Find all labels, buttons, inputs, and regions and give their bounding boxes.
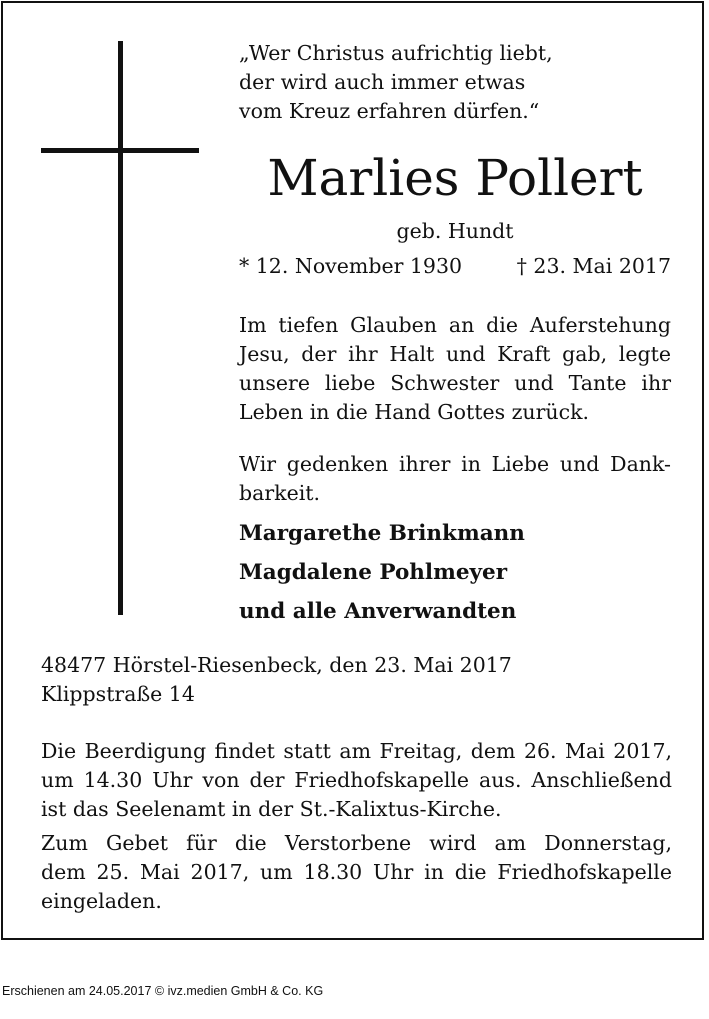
address-block bbox=[41, 651, 661, 709]
paragraph-line: um 14.30 Uhr von der Friedhofskapelle aus. Anschließend bbox=[41, 768, 672, 792]
paragraph-line: barkeit. bbox=[239, 481, 321, 505]
paragraph-line: ist das Seelenamt in der St.-Kalixtus-Kirche. bbox=[41, 797, 502, 821]
paragraph-line: Im tiefen Glauben an die Auferstehung bbox=[239, 313, 671, 337]
quote bbox=[239, 39, 599, 126]
paragraph-line: Leben in die Hand Gottes zurück. bbox=[239, 400, 590, 424]
cross-vertical-bar bbox=[118, 41, 123, 615]
signers bbox=[239, 514, 671, 631]
place-and-date: 48477 Hörstel-Riesenbeck, den 23. Mai 2017 bbox=[41, 653, 512, 677]
paragraph-line: Jesu, der ihr Halt und Kraft gab, legte bbox=[239, 342, 671, 366]
quote-line: „Wer Christus aufrichtig liebt, bbox=[239, 41, 553, 65]
signer-name: und alle Anverwandten bbox=[239, 599, 517, 624]
signer-name: Magdalene Pohlmeyer bbox=[239, 560, 508, 585]
prayer-paragraph bbox=[41, 829, 672, 916]
life-dates bbox=[239, 252, 671, 280]
faith-paragraph bbox=[239, 311, 671, 427]
quote-line: vom Kreuz erfahren dürfen.“ bbox=[239, 99, 540, 123]
deceased-name: Marlies Pollert bbox=[267, 149, 643, 207]
paragraph-line: Die Beerdigung findet statt am Freitag, dem 26. Mai 2017, bbox=[41, 739, 672, 763]
remembrance-paragraph bbox=[239, 450, 671, 508]
death-date: † 23. Mai 2017 bbox=[516, 254, 671, 278]
paragraph-line: Zum Gebet für die Verstorbene wird am Donnerstag, bbox=[41, 831, 672, 855]
street-address: Klippstraße 14 bbox=[41, 682, 195, 706]
paragraph-line: Wir gedenken ihrer in Liebe und Dank- bbox=[239, 452, 671, 476]
obituary-notice bbox=[1, 1, 704, 940]
quote-line: der wird auch immer etwas bbox=[239, 70, 526, 94]
birth-name: geb. Hundt bbox=[396, 219, 514, 243]
signer-name: Margarethe Brinkmann bbox=[239, 521, 525, 546]
paragraph-line: dem 25. Mai 2017, um 18.30 Uhr in die Friedhofskapelle bbox=[41, 860, 672, 884]
publication-footer: Erschienen am 24.05.2017 © ivz.medien GmbH & Co. KG bbox=[2, 984, 324, 998]
funeral-paragraph bbox=[41, 737, 672, 824]
paragraph-line: unsere liebe Schwester und Tante ihr bbox=[239, 371, 671, 395]
paragraph-line: eingeladen. bbox=[41, 889, 162, 913]
birth-date: * 12. November 1930 bbox=[239, 254, 463, 278]
cross-horizontal-bar bbox=[41, 148, 199, 153]
